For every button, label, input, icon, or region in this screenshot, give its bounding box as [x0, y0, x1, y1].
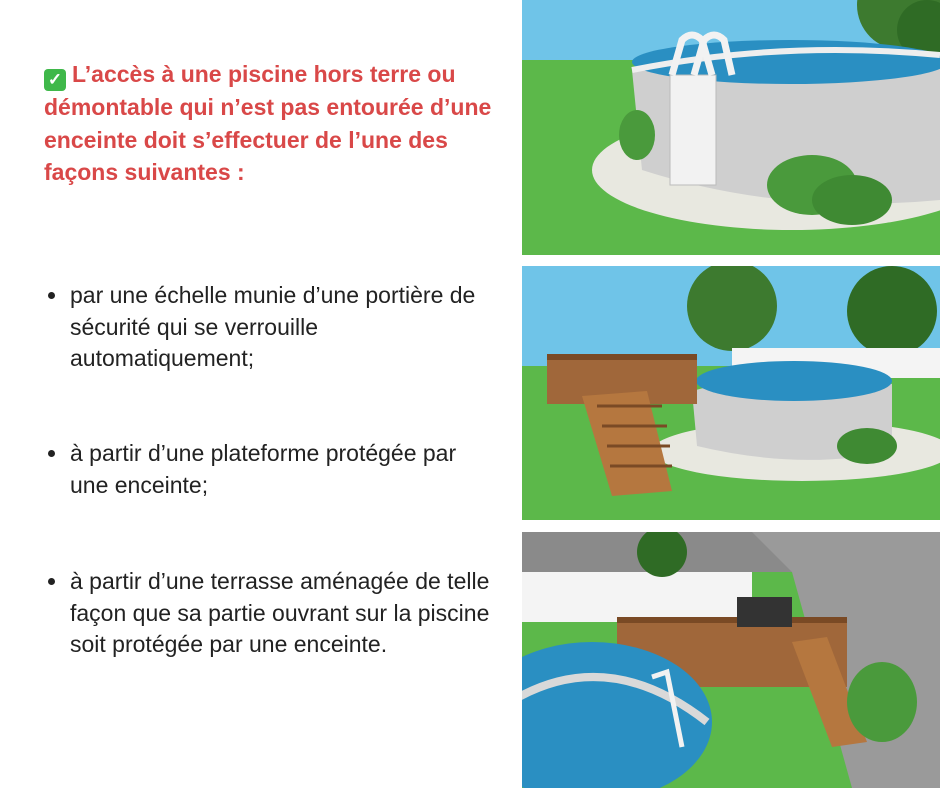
check-mark-icon: ✓ — [44, 69, 66, 91]
heading-text: L’accès à une piscine hors terre ou démontable qui n’est pas entourée d’une enceinte doit s’effectuer de l’une des façons suivantes : — [44, 61, 492, 185]
pool-platform-illustration — [522, 266, 940, 520]
list-item — [44, 438, 494, 501]
list-item — [44, 280, 494, 375]
list-item-text: à partir d’une plateforme protégée par une enceinte; — [70, 440, 457, 498]
heading — [44, 58, 494, 189]
bullet-dot — [48, 578, 55, 585]
bullet-dot — [48, 450, 55, 457]
pool-terrace-illustration — [522, 532, 940, 788]
pool-ladder-illustration — [522, 0, 940, 255]
list-item — [44, 566, 494, 661]
bullet-dot — [48, 292, 55, 299]
list-item-text: par une échelle munie d’une portière de sécurité qui se verrouille automatiquement; — [70, 282, 476, 371]
list-item-text: à partir d’une terrasse aménagée de telle façon que sa partie ouvrant sur la piscine soit protégée par une enceinte. — [70, 568, 490, 657]
